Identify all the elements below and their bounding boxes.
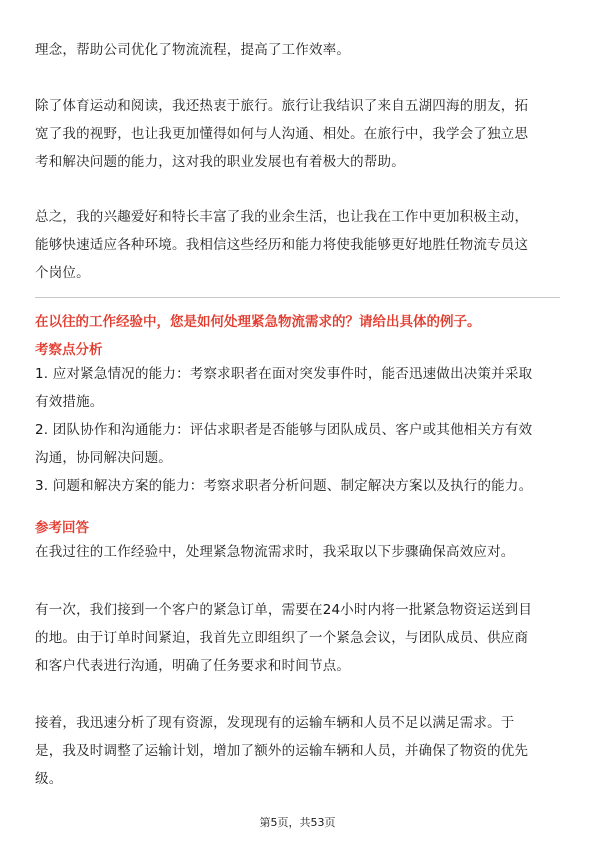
travel-paragraph xyxy=(35,92,563,176)
interview-question: 在以往的工作经验中，您是如何处理紧急物流需求的？请给出具体的例子。 xyxy=(35,314,481,330)
list-item: 1. 应对紧急情况的能力：考察求职者在面对突发事件时，能否迅速做出决策并采取 xyxy=(35,366,533,382)
text-line: 考和解决问题的能力，这对我的职业发展也有着极大的帮助。 xyxy=(35,154,405,170)
text-line: 级。 xyxy=(35,771,63,787)
answer-intro-paragraph xyxy=(35,538,563,566)
text-line: 个岗位。 xyxy=(35,265,90,281)
list-item: 3. 问题和解决方案的能力：考察求职者分析问题、制定解决方案以及执行的能力。 xyxy=(35,478,533,494)
text-line: 理念，帮助公司优化了物流流程，提高了工作效率。 xyxy=(35,42,351,58)
analysis-heading: 考察点分析 xyxy=(35,342,103,358)
list-item: 有效措施。 xyxy=(35,394,104,410)
text-line: 有一次，我们接到一个客户的紧急订单，需要在24小时内将一批紧急物资运送到目 xyxy=(35,602,533,618)
intro-tail-paragraph xyxy=(35,36,563,64)
text-line: 和客户代表进行沟通，明确了任务要求和时间节点。 xyxy=(35,658,351,674)
text-line: 除了体育运动和阅读，我还热衷于旅行。旅行让我结识了来自五湖四海的朋友，拓 xyxy=(35,98,529,114)
answer-heading: 参考回答 xyxy=(35,520,89,536)
summary-paragraph xyxy=(35,203,563,287)
section-divider xyxy=(35,297,560,298)
text-line: 的地。由于订单时间紧迫，我首先立即组织了一个紧急会议，与团队成员、供应商 xyxy=(35,630,529,646)
list-item: 2. 团队协作和沟通能力：评估求职者是否能够与团队成员、客户或其他相关方有效 xyxy=(35,422,533,438)
answer-paragraph-2 xyxy=(35,709,563,793)
text-line: 总之，我的兴趣爱好和特长丰富了我的业余生活，也让我在工作中更加积极主动， xyxy=(35,209,529,225)
page-number: 第5页，共53页 xyxy=(259,816,336,829)
text-line: 能够快速适应各种环境。我相信这些经历和能力将使我能够更好地胜任物流专员这 xyxy=(35,237,529,253)
list-item: 沟通，协同解决问题。 xyxy=(35,450,172,466)
analysis-list xyxy=(35,360,563,500)
text-line: 在我过往的工作经验中，处理紧急物流需求时，我采取以下步骤确保高效应对。 xyxy=(35,544,515,560)
text-line: 是，我及时调整了运输计划，增加了额外的运输车辆和人员，并确保了物资的优先 xyxy=(35,743,529,759)
answer-paragraph-1 xyxy=(35,596,563,680)
text-line: 接着，我迅速分析了现有资源，发现现有的运输车辆和人员不足以满足需求。于 xyxy=(35,715,515,731)
text-line: 宽了我的视野，也让我更加懂得如何与人沟通、相处。在旅行中，我学会了独立思 xyxy=(35,126,529,142)
